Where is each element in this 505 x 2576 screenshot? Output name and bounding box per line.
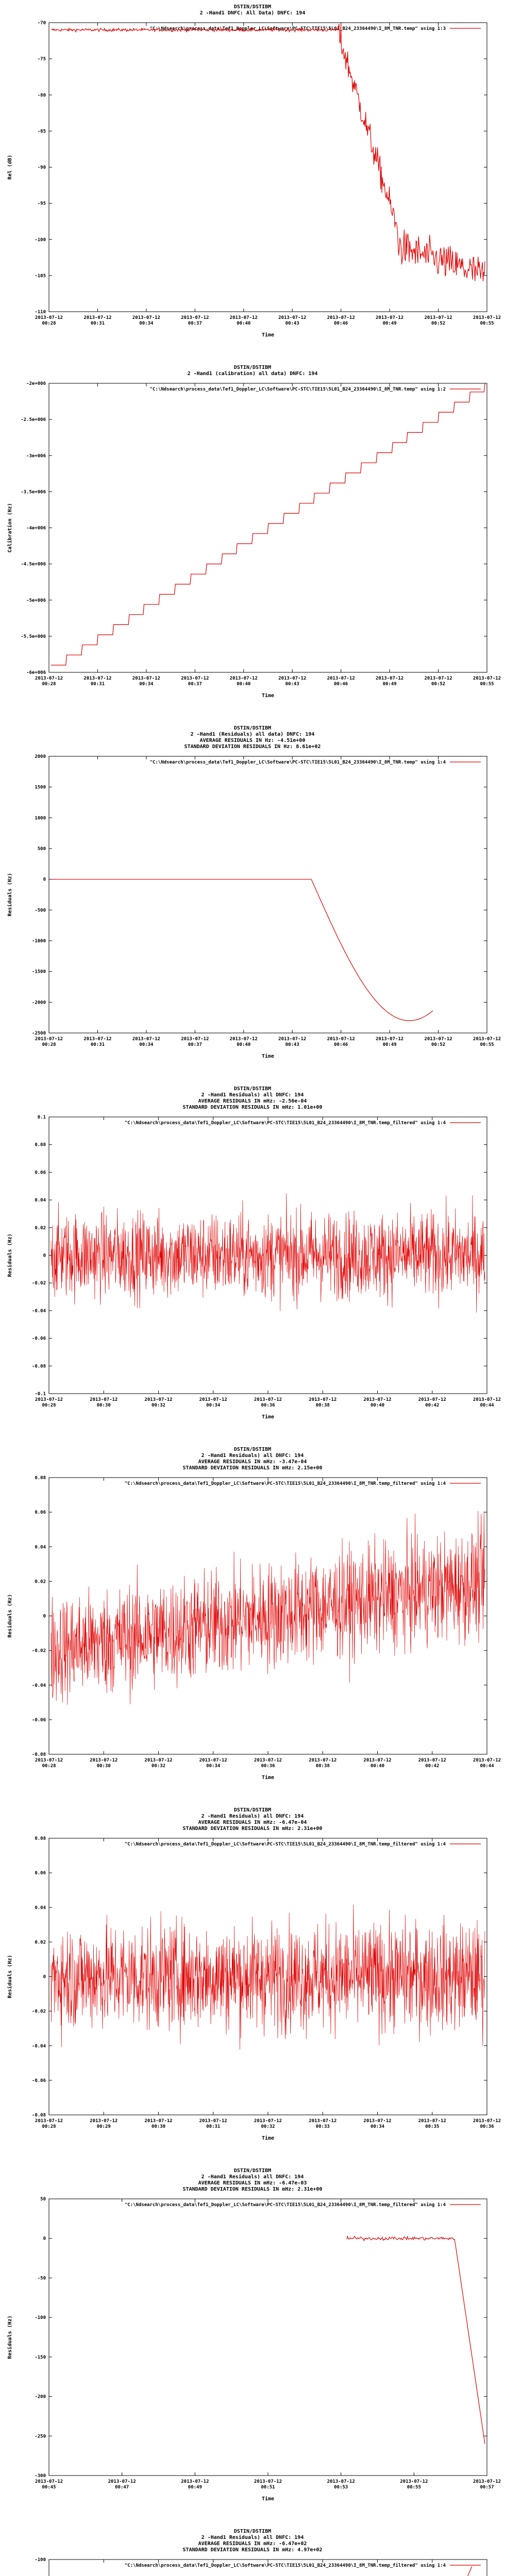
y-tick-label: 1000 <box>35 816 46 821</box>
chart-title-line: DSTIN/DSTIBM <box>233 725 272 731</box>
chart-title-line: 2 -Hand1 (calibration) all data) DNFC: 194 <box>187 371 318 377</box>
x-tick-label: 2013-07-12 <box>327 676 355 681</box>
y-tick-label: 0 <box>43 1614 46 1619</box>
x-tick-label: 00:51 <box>261 2485 275 2490</box>
x-tick-label: 00:29 <box>96 2124 111 2129</box>
x-tick-label: 00:31 <box>90 321 105 326</box>
x-tick-label: 00:42 <box>425 1403 440 1408</box>
y-tick-label: 0 <box>43 1974 46 1980</box>
x-tick-label: 2013-07-12 <box>35 1037 63 1042</box>
x-tick-label: 2013-07-12 <box>418 1758 446 1763</box>
x-axis-label: Time <box>261 332 275 338</box>
x-tick-label: 00:28 <box>42 321 56 326</box>
x-tick-label: 00:55 <box>480 1042 494 1047</box>
x-tick-label: 00:40 <box>237 682 251 687</box>
x-tick-label: 2013-07-12 <box>254 2479 282 2484</box>
chart-panel-1 <box>0 0 505 361</box>
y-tick-label: -75 <box>37 57 46 62</box>
x-tick-label: 2013-07-12 <box>35 1758 63 1763</box>
x-tick-label: 2013-07-12 <box>473 676 501 681</box>
series-line <box>51 879 433 1021</box>
x-tick-label: 2013-07-12 <box>35 2119 63 2124</box>
chart-panel-4 <box>0 1082 505 1443</box>
x-tick-label: 00:36 <box>261 1764 275 1769</box>
chart-panel-6 <box>0 1803 505 2164</box>
x-tick-label: 2013-07-12 <box>35 2479 63 2484</box>
x-tick-label: 00:40 <box>370 1764 385 1769</box>
x-tick-label: 2013-07-12 <box>35 315 63 320</box>
legend-entry: "C:\Ndsearch\process_data\Tef1_Doppler_LC\Software\PC-STC\TIE15\5L01_B24_23364490\I_8M_TNR.temp" using 1:2 <box>149 387 446 392</box>
chart-svg <box>0 1443 505 1803</box>
x-tick-label: 2013-07-12 <box>181 1037 209 1042</box>
y-tick-label: -1000 <box>31 939 46 944</box>
x-tick-label: 2013-07-12 <box>473 2479 501 2484</box>
chart-title-line: AVERAGE RESIDUALS IN mHz: -2.56e-04 <box>198 1098 307 1104</box>
x-tick-label: 00:49 <box>382 682 397 687</box>
y-tick-label: 0.06 <box>35 1510 46 1516</box>
plot-frame <box>49 756 487 1033</box>
chart-panel-2 <box>0 361 505 721</box>
chart-svg <box>0 2164 505 2524</box>
x-tick-label: 2013-07-12 <box>132 1037 160 1042</box>
y-tick-label: -500 <box>35 908 46 913</box>
y-tick-label: -85 <box>37 129 46 134</box>
y-axis-label: Residuals (Hz) <box>7 873 13 917</box>
x-tick-label: 00:34 <box>206 1403 221 1408</box>
x-tick-label: 2013-07-12 <box>424 676 452 681</box>
x-tick-label: 00:44 <box>480 1403 494 1408</box>
chart-panel-5 <box>0 1443 505 1803</box>
series-line <box>51 1193 485 1312</box>
y-tick-label: -110 <box>35 310 46 315</box>
legend-entry: "C:\Ndsearch\process_data\Tef1_Doppler_LC\Software\PC-STC\TIE15\5L01_B24_23364490\I_8M_TNR.temp_filtered" using 1:4 <box>124 1842 446 1847</box>
x-tick-label: 00:28 <box>42 1403 56 1408</box>
chart-title-line: DSTIN/DSTIBM <box>233 1447 272 1452</box>
x-tick-label: 2013-07-12 <box>144 2119 173 2124</box>
x-tick-label: 2013-07-12 <box>83 676 112 681</box>
x-tick-label: 2013-07-12 <box>229 1037 258 1042</box>
chart-title-line: 2 -Hand1 Residuals) all DNFC: 194 <box>201 2535 304 2540</box>
x-tick-label: 2013-07-12 <box>473 2119 501 2124</box>
x-tick-label: 2013-07-12 <box>35 676 63 681</box>
x-tick-label: 2013-07-12 <box>309 2119 337 2124</box>
y-tick-label: 0 <box>43 877 46 883</box>
x-tick-label: 2013-07-12 <box>278 315 307 320</box>
y-tick-label: -100 <box>35 2557 46 2563</box>
x-tick-label: 2013-07-12 <box>327 1037 355 1042</box>
x-tick-label: 2013-07-12 <box>424 1037 452 1042</box>
y-axis-label: Calibration (Hz) <box>7 503 13 553</box>
x-tick-label: 2013-07-12 <box>83 315 112 320</box>
x-tick-label: 2013-07-12 <box>424 315 452 320</box>
chart-title-line: 2 -Hand1 (Residuals) all data) DNFC: 194 <box>190 732 315 737</box>
chart-panel-7 <box>0 2164 505 2524</box>
chart-title-line: STANDARD DEVIATION RESIDUALS IN mHz: 2.31e+00 <box>182 2187 323 2192</box>
chart-svg <box>0 1082 505 1443</box>
y-tick-label: 0.02 <box>35 1579 46 1585</box>
x-tick-label: 00:52 <box>431 1042 446 1047</box>
x-tick-label: 00:52 <box>431 321 446 326</box>
x-tick-label: 00:28 <box>42 1764 56 1769</box>
x-tick-label: 2013-07-12 <box>278 1037 307 1042</box>
y-tick-label: -0.04 <box>31 1308 46 1314</box>
series-line <box>51 1905 485 2049</box>
x-tick-label: 2013-07-12 <box>418 2119 446 2124</box>
y-tick-label: -50 <box>37 2276 46 2281</box>
x-tick-label: 00:40 <box>237 1042 251 1047</box>
chart-title-line: 2 -Hand1 Residuals) all DNFC: 194 <box>201 2174 304 2180</box>
y-tick-label: -2500 <box>31 1031 46 1036</box>
y-tick-label: 0 <box>43 2236 46 2242</box>
x-tick-label: 2013-07-12 <box>199 1397 227 1402</box>
y-tick-label: -95 <box>37 201 46 207</box>
chart-title-line: STANDARD DEVIATION RESIDUALS IN mHz: 2.31e+00 <box>182 1826 323 1832</box>
x-tick-label: 00:31 <box>90 682 105 687</box>
chart-title-line: DSTIN/DSTIBM <box>233 365 272 370</box>
x-tick-label: 2013-07-12 <box>132 676 160 681</box>
chart-title-line: AVERAGE RESIDUALS IN mHz: -3.47e-04 <box>198 1459 307 1465</box>
x-tick-label: 00:55 <box>407 2485 421 2490</box>
x-tick-label: 2013-07-12 <box>144 1397 173 1402</box>
x-tick-label: 00:38 <box>315 1403 330 1408</box>
legend-entry: "C:\Ndsearch\process_data\Tef1_Doppler_LC\Software\PC-STC\TIE15\5L01_B24_23364490\I_8M_TNR.temp_filtered" using 1:4 <box>124 1481 446 1486</box>
x-tick-label: 00:43 <box>285 321 299 326</box>
chart-title-line: AVERAGE RESIDUALS IN Hz: -4.51e+00 <box>199 738 306 743</box>
x-tick-label: 2013-07-12 <box>229 676 258 681</box>
chart-svg <box>0 361 505 721</box>
chart-svg <box>0 1803 505 2164</box>
y-tick-label: 0.02 <box>35 1940 46 1945</box>
y-tick-label: 0.06 <box>35 1170 46 1176</box>
chart-title-line: STANDARD DEVIATION RESIDUALS IN mHz: 1.01e+00 <box>182 1105 323 1110</box>
legend-entry: "C:\Ndsearch\process_data\Tef1_Doppler_LC\Software\PC-STC\TIE15\5L01_B24_23364490\I_8M_TNR.temp_filtered" using 1:4 <box>124 1121 446 1126</box>
chart-title-line: DSTIN/DSTIBM <box>233 2529 272 2534</box>
y-tick-label: 0.04 <box>35 1545 46 1550</box>
x-tick-label: 2013-07-12 <box>83 1037 112 1042</box>
x-axis-label: Time <box>261 1775 275 1781</box>
x-tick-label: 2013-07-12 <box>199 2119 227 2124</box>
x-tick-label: 2013-07-12 <box>90 1758 118 1763</box>
series-line <box>347 2236 485 2444</box>
x-axis-label: Time <box>261 2496 275 2502</box>
x-axis-label: Time <box>261 2136 275 2141</box>
x-tick-label: 2013-07-12 <box>35 1397 63 1402</box>
x-tick-label: 00:30 <box>96 1403 111 1408</box>
legend-entry: "C:\Ndsearch\process_data\Tef1_Doppler_LC\Software\PC-STC\TIE15\5L01_B24_23364490\I_8M_TNR.temp_filtered" using 1:4 <box>124 2202 446 2208</box>
x-tick-label: 2013-07-12 <box>327 315 355 320</box>
x-tick-label: 2013-07-12 <box>473 1397 501 1402</box>
y-tick-label: -2e+006 <box>26 381 46 386</box>
x-tick-label: 00:32 <box>151 1764 166 1769</box>
y-tick-label: 0.08 <box>35 1836 46 1841</box>
x-tick-label: 00:35 <box>425 2124 440 2129</box>
y-tick-label: 0.08 <box>35 1476 46 1481</box>
series-line <box>51 24 485 281</box>
y-tick-label: -1500 <box>31 969 46 975</box>
chart-title-line: 2 -Hand1 Residuals) all DNFC: 194 <box>201 1814 304 1819</box>
chart-title-line: 2 -Hand1 Residuals) all DNFC: 194 <box>201 1453 304 1459</box>
x-tick-label: 00:46 <box>334 682 348 687</box>
y-tick-label: -0.08 <box>31 1752 46 1757</box>
x-tick-label: 00:30 <box>151 2124 166 2129</box>
x-tick-label: 00:47 <box>115 2485 129 2490</box>
chart-title-line: DSTIN/DSTIBM <box>233 2168 272 2174</box>
y-tick-label: -105 <box>35 273 46 279</box>
y-tick-label: 500 <box>37 846 46 852</box>
x-tick-label: 00:34 <box>370 2124 385 2129</box>
x-tick-label: 00:43 <box>285 1042 299 1047</box>
x-tick-label: 00:34 <box>206 1764 221 1769</box>
x-tick-label: 2013-07-12 <box>473 1037 501 1042</box>
x-tick-label: 2013-07-12 <box>181 2479 209 2484</box>
y-tick-label: -5e+006 <box>26 598 46 603</box>
y-axis-label: Residuals (Hz) <box>7 1594 13 1638</box>
x-axis-label: Time <box>261 1414 275 1420</box>
plot-frame <box>49 2199 487 2476</box>
x-tick-label: 2013-07-12 <box>254 1758 282 1763</box>
x-tick-label: 00:49 <box>188 2485 202 2490</box>
chart-title-line: AVERAGE RESIDUALS IN mHz: -6.47e+02 <box>198 2541 307 2547</box>
x-tick-label: 2013-07-12 <box>418 1397 446 1402</box>
x-tick-label: 00:53 <box>334 2485 348 2490</box>
x-tick-label: 2013-07-12 <box>229 315 258 320</box>
y-tick-label: -0.04 <box>31 1683 46 1688</box>
y-tick-label: -0.06 <box>31 1717 46 1723</box>
chart-title-line: AVERAGE RESIDUALS IN mHz: -6.47e-04 <box>198 1820 307 1825</box>
x-tick-label: 2013-07-12 <box>181 676 209 681</box>
y-tick-label: -0.06 <box>31 1336 46 1342</box>
x-tick-label: 2013-07-12 <box>90 2119 118 2124</box>
x-tick-label: 2013-07-12 <box>363 1397 392 1402</box>
legend-entry: "C:\Ndsearch\process_data\Tef1_Doppler_LC\Software\PC-STC\TIE15\5L01_B24_23364490\I_8M_TNR.temp" using 1:3 <box>149 26 446 31</box>
x-tick-label: 00:34 <box>139 321 154 326</box>
x-tick-label: 00:55 <box>480 321 494 326</box>
y-tick-label: -80 <box>37 93 46 98</box>
y-tick-label: -0.02 <box>31 1281 46 1286</box>
x-tick-label: 00:37 <box>188 321 202 326</box>
x-tick-label: 2013-07-12 <box>473 315 501 320</box>
x-tick-label: 2013-07-12 <box>363 1758 392 1763</box>
y-axis-label: Rel (dB) <box>7 155 13 180</box>
x-tick-label: 00:55 <box>480 682 494 687</box>
x-tick-label: 00:31 <box>90 1042 105 1047</box>
x-tick-label: 2013-07-12 <box>473 1758 501 1763</box>
x-tick-label: 00:34 <box>139 682 154 687</box>
y-tick-label: -5.5e+006 <box>21 634 46 639</box>
chart-svg <box>0 0 505 361</box>
x-tick-label: 2013-07-12 <box>309 1397 337 1402</box>
y-tick-label: -0.1 <box>35 1392 46 1397</box>
y-tick-label: -0.08 <box>31 1364 46 1369</box>
series-line <box>51 1511 485 1705</box>
y-tick-label: 0.06 <box>35 1871 46 1876</box>
chart-title-line: DSTIN/DSTIBM <box>233 1807 272 1813</box>
y-tick-label: -0.06 <box>31 2078 46 2083</box>
x-tick-label: 00:40 <box>370 1403 385 1408</box>
y-tick-label: -3.5e+006 <box>21 489 46 495</box>
y-tick-label: -100 <box>35 237 46 243</box>
y-tick-label: 0.04 <box>35 1905 46 1911</box>
x-tick-label: 00:32 <box>151 1403 166 1408</box>
y-tick-label: 0.02 <box>35 1225 46 1231</box>
chart-title-line: 2 -Hand1 DNFC: All Data) DNFC: 194 <box>199 10 306 16</box>
y-tick-label: -150 <box>35 2354 46 2360</box>
x-tick-label: 00:32 <box>261 2124 275 2129</box>
y-tick-label: -3e+006 <box>26 453 46 459</box>
x-tick-label: 00:28 <box>42 682 56 687</box>
x-tick-label: 00:36 <box>480 2124 494 2129</box>
x-tick-label: 00:43 <box>285 682 299 687</box>
y-tick-label: -2.5e+006 <box>21 417 46 423</box>
x-tick-label: 2013-07-12 <box>144 1758 173 1763</box>
chart-panel-8 <box>0 2524 505 2576</box>
y-tick-label: -0.04 <box>31 2043 46 2049</box>
y-tick-label: 1500 <box>35 785 46 790</box>
chart-title-line: STANDARD DEVIATION RESIDUALS IN Hz: 8.61e+02 <box>184 744 321 750</box>
y-axis-label: Residuals (Hz) <box>7 2315 13 2359</box>
y-tick-label: -0.08 <box>31 2113 46 2118</box>
y-tick-label: 0 <box>43 1253 46 1259</box>
legend-entry: "C:\Ndsearch\process_data\Tef1_Doppler_LC\Software\PC-STC\TIE15\5L01_B24_23364490\I_8M_TNR.temp" using 1:4 <box>149 760 446 765</box>
x-tick-label: 00:28 <box>42 1042 56 1047</box>
x-tick-label: 2013-07-12 <box>363 2119 392 2124</box>
x-tick-label: 2013-07-12 <box>90 1397 118 1402</box>
x-tick-label: 00:36 <box>261 1403 275 1408</box>
x-tick-label: 00:37 <box>188 1042 202 1047</box>
x-tick-label: 2013-07-12 <box>132 315 160 320</box>
x-axis-label: Time <box>261 693 275 699</box>
x-tick-label: 00:28 <box>42 2124 56 2129</box>
y-tick-label: -90 <box>37 165 46 171</box>
y-tick-label: -0.02 <box>31 2009 46 2014</box>
x-tick-label: 2013-07-12 <box>108 2479 136 2484</box>
x-tick-label: 00:40 <box>237 321 251 326</box>
chart-title-line: AVERAGE RESIDUALS IN mHz: -6.47e-03 <box>198 2180 307 2186</box>
y-tick-label: -250 <box>35 2434 46 2439</box>
x-tick-label: 00:31 <box>206 2124 221 2129</box>
x-tick-label: 2013-07-12 <box>376 676 404 681</box>
x-tick-label: 00:57 <box>480 2485 494 2490</box>
y-tick-label: 2000 <box>35 754 46 759</box>
chart-title-line: DSTIN/DSTIBM <box>233 1086 272 1092</box>
chart-title-line: STANDARD DEVIATION RESIDUALS IN mHz: 4.97e+02 <box>182 2547 323 2553</box>
plot-frame <box>49 23 487 312</box>
x-tick-label: 2013-07-12 <box>199 1758 227 1763</box>
x-tick-label: 2013-07-12 <box>254 1397 282 1402</box>
legend-entry: "C:\Ndsearch\process_data\Tef1_Doppler_LC\Software\PC-STC\TIE15\5L01_B24_23364490\I_8M_TNR.temp_filtered" using 1:4 <box>124 2563 446 2568</box>
chart-svg <box>0 721 505 1082</box>
x-tick-label: 00:30 <box>96 1764 111 1769</box>
x-tick-label: 2013-07-12 <box>181 315 209 320</box>
x-tick-label: 00:42 <box>425 1764 440 1769</box>
x-tick-label: 00:33 <box>315 2124 330 2129</box>
series-line <box>51 383 485 665</box>
y-tick-label: -6e+006 <box>26 670 46 675</box>
y-tick-label: -300 <box>35 2473 46 2479</box>
chart-title-line: STANDARD DEVIATION RESIDUALS IN mHz: 2.15e+00 <box>182 1465 323 1471</box>
x-tick-label: 00:44 <box>480 1764 494 1769</box>
x-tick-label: 00:46 <box>334 1042 348 1047</box>
chart-svg <box>0 2524 505 2576</box>
x-tick-label: 00:45 <box>42 2485 56 2490</box>
chart-title-line: DSTIN/DSTIBM <box>233 4 272 10</box>
y-tick-label: 0.04 <box>35 1198 46 1204</box>
x-tick-label: 00:52 <box>431 682 446 687</box>
x-tick-label: 2013-07-12 <box>254 2119 282 2124</box>
y-axis-label: Residuals (Hz) <box>7 1955 13 1998</box>
x-tick-label: 2013-07-12 <box>309 1758 337 1763</box>
y-tick-label: -4e+006 <box>26 526 46 531</box>
x-tick-label: 00:34 <box>139 1042 154 1047</box>
y-tick-label: -70 <box>37 21 46 26</box>
x-tick-label: 00:49 <box>382 1042 397 1047</box>
y-tick-label: 50 <box>40 2197 46 2202</box>
x-tick-label: 00:46 <box>334 321 348 326</box>
chart-title-line: 2 -Hand1 Residuals) all DNFC: 194 <box>201 1092 304 1098</box>
y-tick-label: 0.08 <box>35 1142 46 1148</box>
x-tick-label: 2013-07-12 <box>278 676 307 681</box>
y-tick-label: -2000 <box>31 1000 46 1006</box>
y-tick-label: -0.02 <box>31 1648 46 1654</box>
y-tick-label: 0.1 <box>37 1115 46 1120</box>
x-tick-label: 2013-07-12 <box>376 315 404 320</box>
x-tick-label: 00:37 <box>188 682 202 687</box>
y-axis-label: Residuals (Hz) <box>7 1233 13 1277</box>
chart-panel-3 <box>0 721 505 1082</box>
x-tick-label: 00:38 <box>315 1764 330 1769</box>
x-tick-label: 00:49 <box>382 321 397 326</box>
x-tick-label: 2013-07-12 <box>400 2479 428 2484</box>
y-tick-label: -100 <box>35 2315 46 2321</box>
x-tick-label: 2013-07-12 <box>376 1037 404 1042</box>
x-tick-label: 2013-07-12 <box>327 2479 355 2484</box>
y-tick-label: -4.5e+006 <box>21 562 46 567</box>
y-tick-label: -200 <box>35 2394 46 2400</box>
x-axis-label: Time <box>261 1054 275 1059</box>
